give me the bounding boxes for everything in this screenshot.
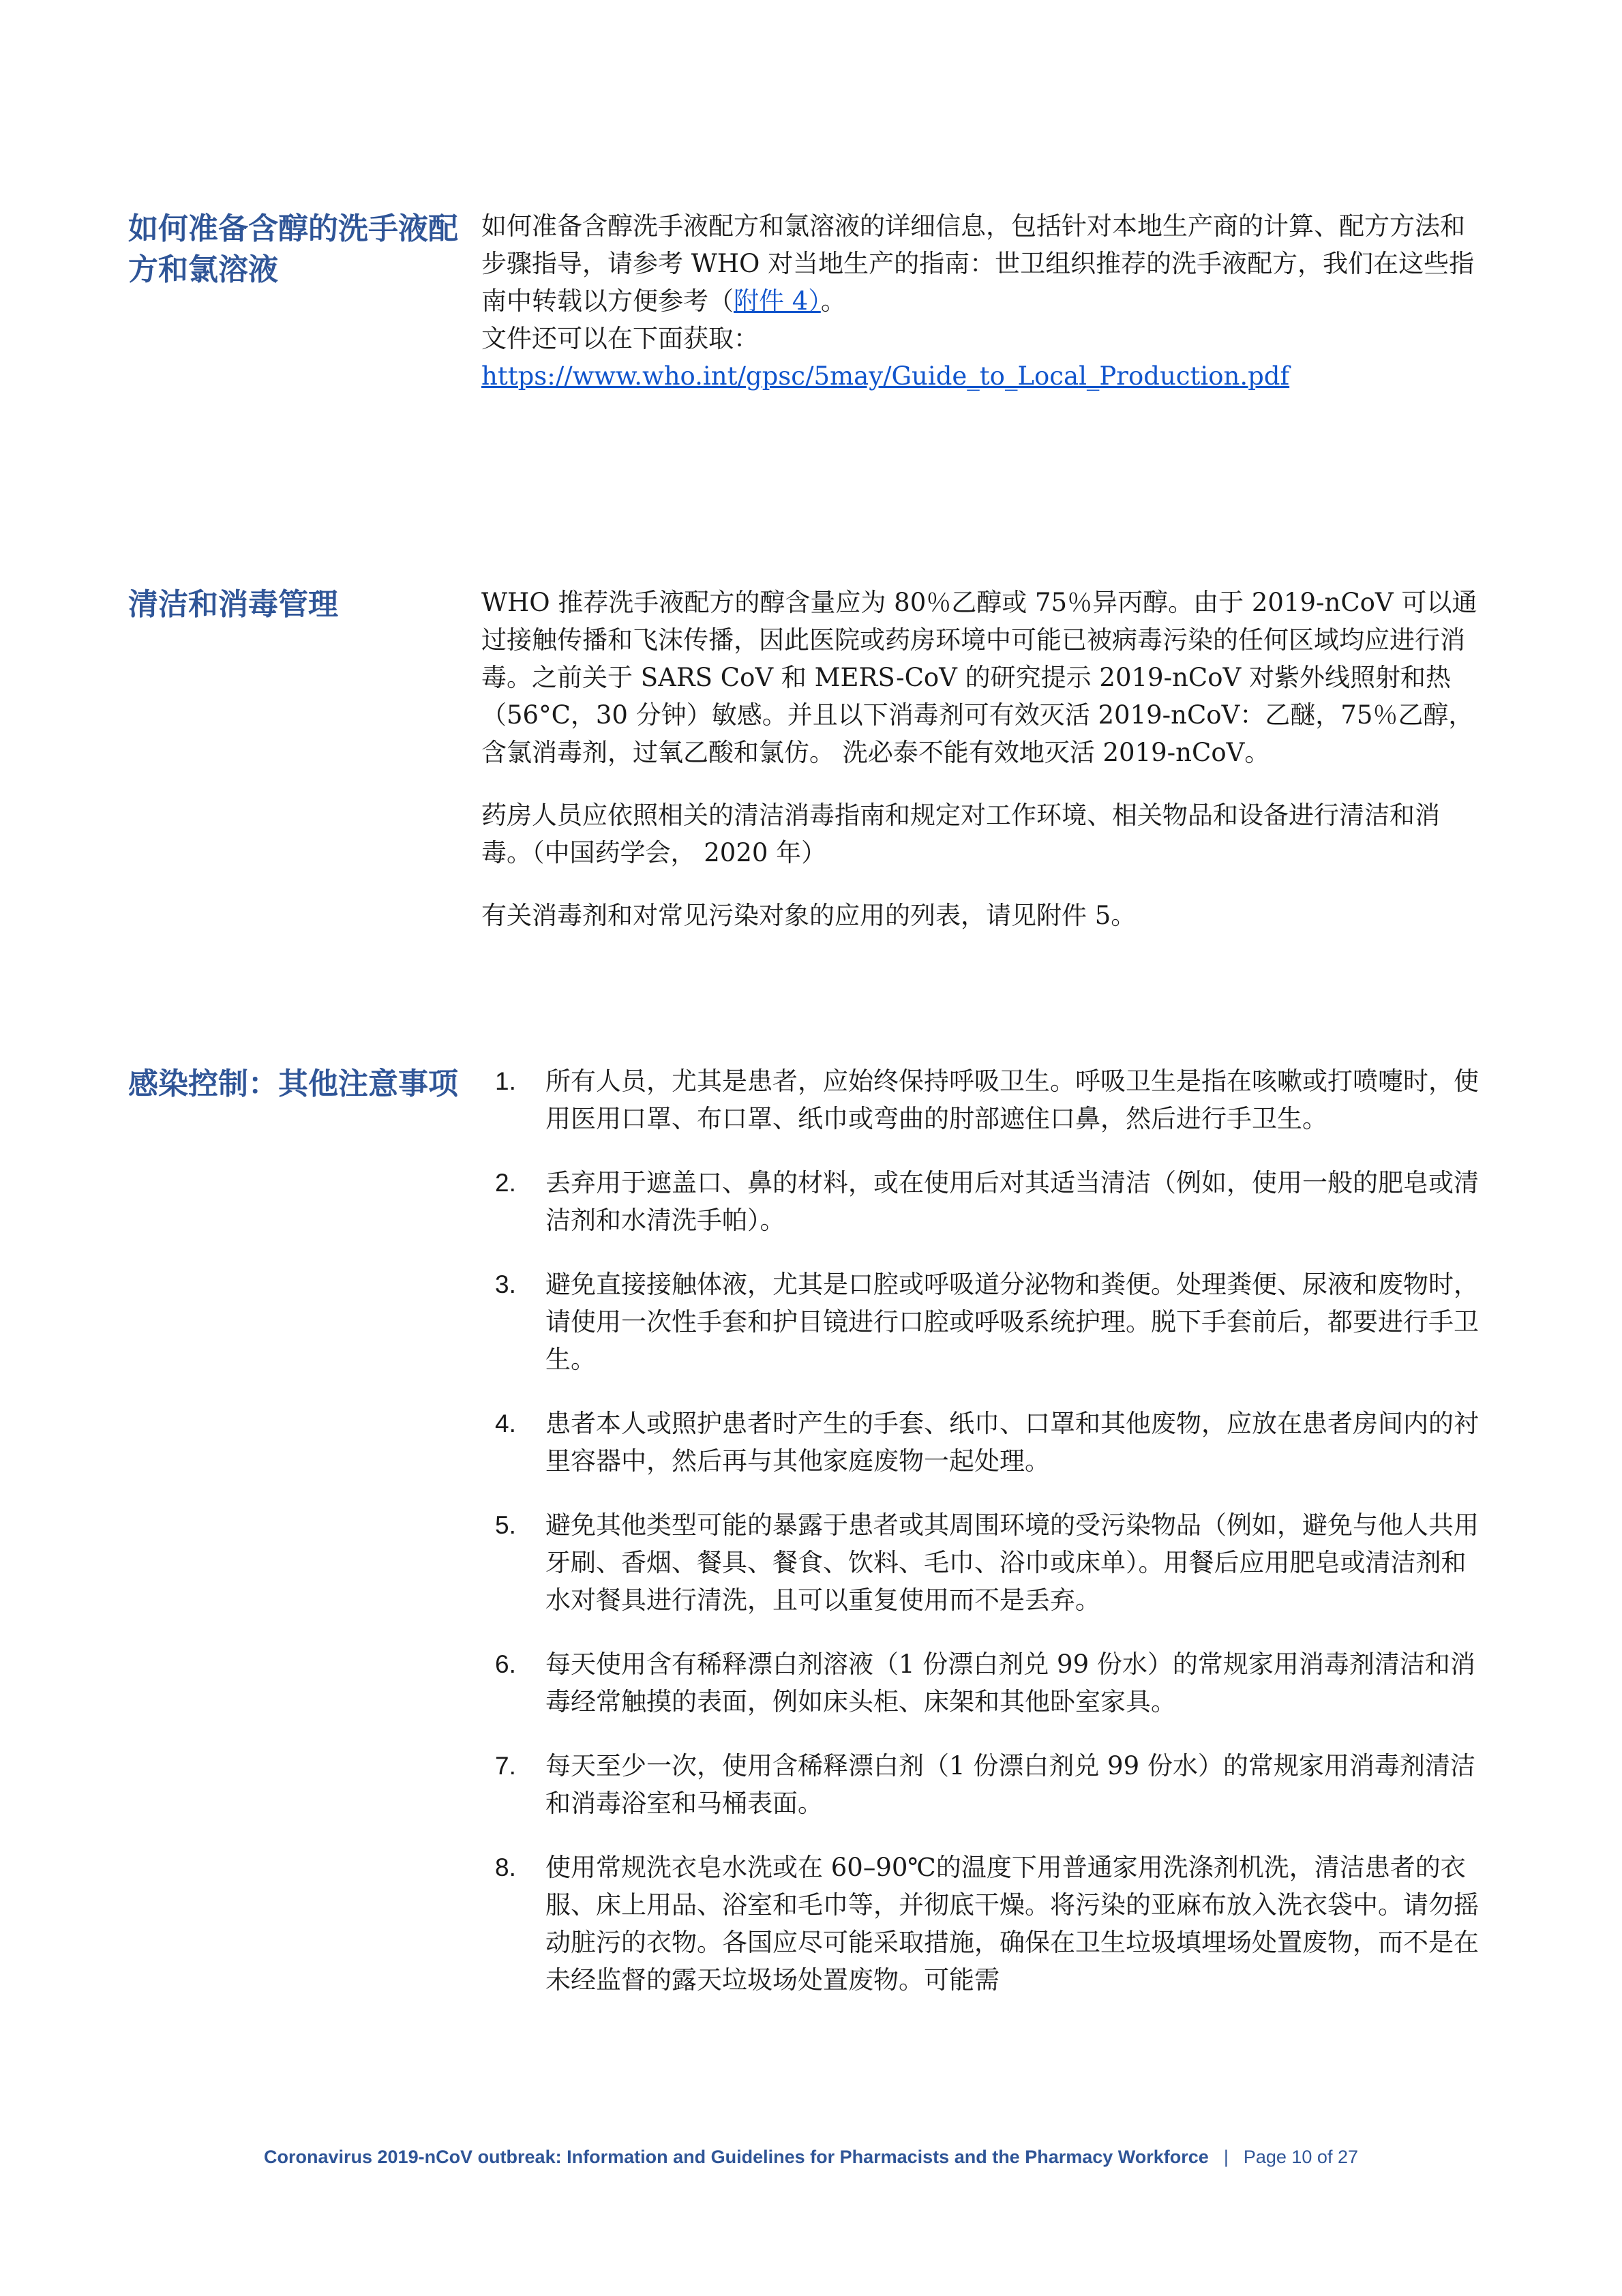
paragraph-text: 如何准备含醇洗手液配方和氯溶液的详细信息，包括针对本地生产商的计算、配方方法和步骤指导，请参考 WHO 对当地生产的指南：世卫组织推荐的洗手液配方，我们在这些指南中转载以方便参考（ xyxy=(481,211,1475,316)
section-body-hand-rub xyxy=(481,207,1484,395)
paragraph: 药房人员应依照相关的清洁消毒指南和规定对工作环境、相关物品和设备进行清洁和消毒。（中国药学会， 2020 年） xyxy=(481,801,1440,867)
list-item xyxy=(481,1062,1490,1137)
list-item-text: 丢弃用于遮盖口、鼻的材料，或在使用后对其适当清洁（例如，使用一般的肥皂或清洁剂和水清洗手帕）。 xyxy=(545,1168,1479,1235)
paragraph xyxy=(481,357,1484,395)
section-heading-infection-control: 感染控制：其他注意事项 xyxy=(128,1067,458,1101)
section-heading-hand-rub: 如何准备含醇的洗手液配方和氯溶液 xyxy=(128,211,458,287)
paragraph xyxy=(481,207,1484,320)
list-item xyxy=(481,1266,1490,1378)
list-item-text: 避免其他类型可能的暴露于患者或其周围环境的受污染物品（例如，避免与他人共用牙刷、香烟、餐具、餐食、饮料、毛巾、浴巾或床单）。用餐后应用肥皂或清洁剂和水对餐具进行清洗，且可以重复使用而不是丢弃。 xyxy=(545,1510,1479,1615)
list-item xyxy=(481,1506,1490,1619)
list-number: 7. xyxy=(495,1752,516,1780)
list-item-text: 每天使用含有稀释漂白剂溶液（1 份漂白剂兑 99 份水）的常规家用消毒剂清洁和消毒经常触摸的表面，例如床头柜、床架和其他卧室家具。 xyxy=(545,1650,1475,1716)
section-heading-cleaning: 清洁和消毒管理 xyxy=(128,587,338,622)
list-number: 1. xyxy=(495,1067,516,1095)
list-number: 5. xyxy=(495,1511,516,1539)
section-body-cleaning xyxy=(481,584,1484,934)
list-item-text: 患者本人或照护患者时产生的手套、纸巾、口罩和其他废物，应放在患者房间内的衬里容器中，然后再与其他家庭废物一起处理。 xyxy=(545,1409,1479,1476)
list-item xyxy=(481,1405,1490,1480)
paragraph-end: 。 xyxy=(820,286,846,316)
list-number: 8. xyxy=(495,1853,516,1881)
infection-control-list xyxy=(481,1062,1490,1999)
list-item-text: 每天至少一次，使用含稀释漂白剂（1 份漂白剂兑 99 份水）的常规家用消毒剂清洁和消毒浴室和马桶表面。 xyxy=(545,1751,1475,1818)
list-number: 4. xyxy=(495,1410,516,1437)
footer-separator: | xyxy=(1223,2147,1229,2167)
list-item-text: 避免直接接触体液，尤其是口腔或呼吸道分泌物和粪便。处理粪便、尿液和废物时，请使用一次性手套和护目镜进行口腔或呼吸系统护理。脱下手套前后，都要进行手卫生。 xyxy=(545,1270,1479,1374)
list-item-text: 所有人员，尤其是患者，应始终保持呼吸卫生。呼吸卫生是指在咳嗽或打喷嚏时，使用医用口罩、布口罩、纸巾或弯曲的肘部遮住口鼻，然后进行手卫生。 xyxy=(545,1067,1479,1133)
list-number: 2. xyxy=(495,1169,516,1197)
footer-title: Coronavirus 2019-nCoV outbreak: Information and Guidelines for Pharmacists and the Pharmacy Workforce xyxy=(263,2147,1209,2167)
list-item xyxy=(481,1645,1490,1720)
list-number: 6. xyxy=(495,1650,516,1678)
page-footer xyxy=(0,2147,1622,2168)
list-item-text: 使用常规洗衣皂水洗或在 60–90℃的温度下用普通家用洗涤剂机洗，清洁患者的衣服、床上用品、浴室和毛巾等，并彻底干燥。将污染的亚麻布放入洗衣袋中。请勿摇动脏污的衣物。各国应尽可能采取措施，确保在卫生垃圾填埋场处置废物，而不是在未经监督的露天垃圾场处置废物。可能需 xyxy=(545,1853,1479,1995)
list-item xyxy=(481,1164,1490,1239)
page-number: Page 10 of 27 xyxy=(1243,2147,1358,2167)
paragraph: 有关消毒剂和对常见污染对象的应用的列表，请见附件 5。 xyxy=(481,901,1137,930)
paragraph: 文件还可以在下面获取： xyxy=(481,324,759,353)
paragraph: WHO 推荐洗手液配方的醇含量应为 80％乙醇或 75％异丙醇。由于 2019-nCoV 可以通过接触传播和飞沫传播，因此医院或药房环境中可能已被病毒污染的任何区域均应进行消毒。之前关于 SARS CoV 和 MERS-CoV 的研究提示 2019-nCoV 对紫外线照射和热（56°C，30 分钟）敏感。并且以下消毒剂可有效灭活 2019-nCoV：乙醚，75％乙醇，含氯消毒剂，过氧乙酸和氯仿。 洗必泰不能有效地灭活 2019-nCoV。 xyxy=(481,588,1477,767)
annex-4-link[interactable]: 附件 4） xyxy=(734,286,821,316)
list-item xyxy=(481,1747,1490,1822)
list-number: 3. xyxy=(495,1270,516,1298)
guide-url-link[interactable]: https://www.who.int/gpsc/5may/Guide_to_Local_Production.pdf xyxy=(481,361,1290,391)
list-item xyxy=(481,1849,1490,1999)
